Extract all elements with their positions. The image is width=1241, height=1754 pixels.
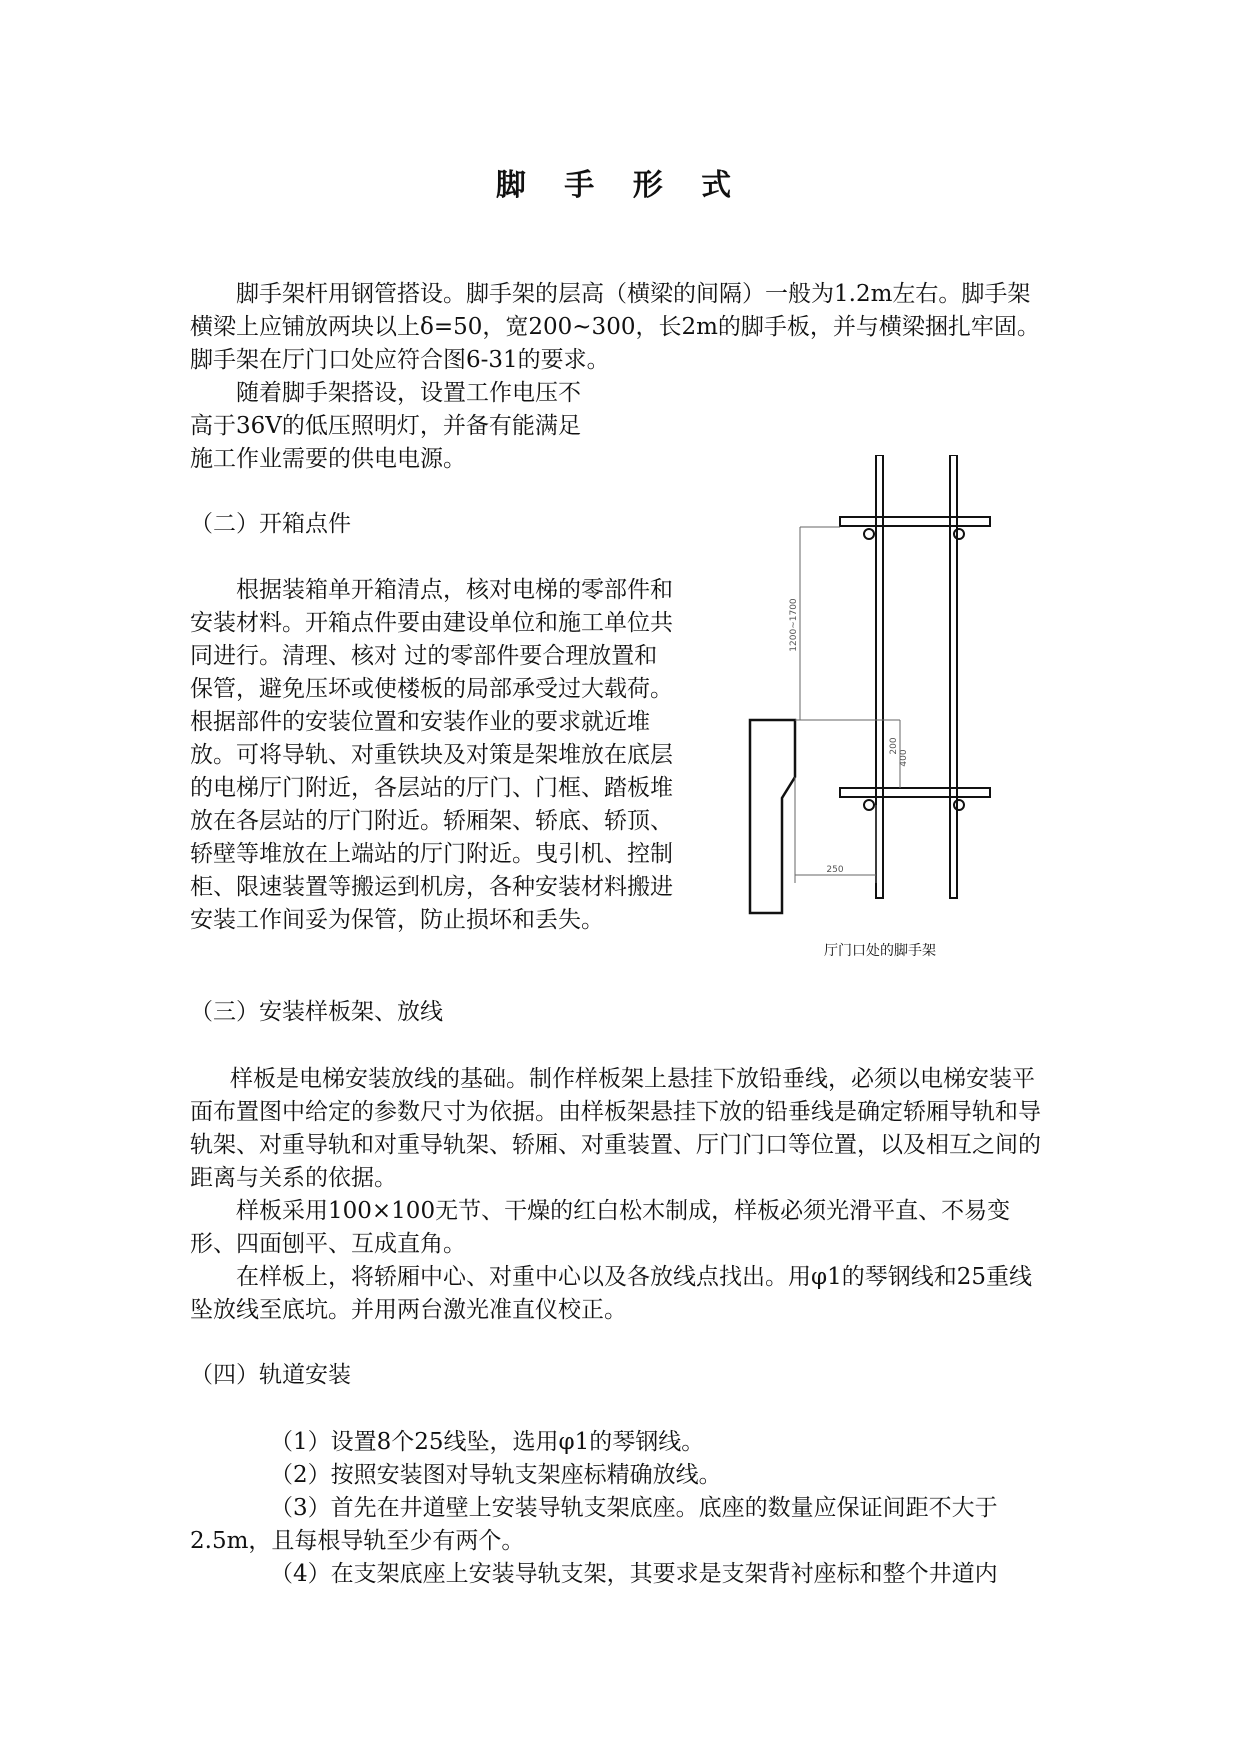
list-item-2: （2）按照安装图对导轨支架座标精确放线。 bbox=[270, 1462, 722, 1488]
paragraph-lighting-line3: 施工作业需要的供电电源。 bbox=[190, 446, 466, 472]
paragraph-unpacking: 根据装箱单开箱清点，核对电梯的零部件和安装材料。开箱点件要由建设单位和施工单位共同进行。清理、核对 过的零部件要合理放置和保管，避免压坏或使楼板的局部承受过大载荷。根据部件的安装位置和安装作业的要求就近堆放。可将导轨、对重铁块及对策是架堆放在底层的电梯厅门附近，各层站的厅门、门框、踏板堆放在各层站的厅门附近。轿厢架、轿底、轿顶、轿壁等堆放在上端站的厅门附近。曳引机、控制柜、限速装置等搬运到机房，各种安装材料搬进安装工作间妥为保管，防止损坏和丢失。 bbox=[190, 577, 673, 933]
scaffold-beam-lower bbox=[840, 788, 990, 797]
list-item-3: （3）首先在井道壁上安装导轨支架底座。底座的数量应保证间距不大于2.5m，且每根导轨至少有两个。 bbox=[190, 1495, 998, 1554]
section-heading-unpacking: （二）开箱点件 bbox=[190, 511, 351, 537]
clamp-upper-left bbox=[864, 529, 874, 539]
section-heading-template: （三）安装样板架、放线 bbox=[190, 999, 443, 1025]
list-item-1: （1）设置8个25线坠，选用φ1的琴钢线。 bbox=[270, 1429, 705, 1455]
dimension-label-horizontal: 250 bbox=[826, 865, 844, 875]
dimension-label-short-a: 200 bbox=[889, 737, 899, 755]
section-heading-rail: （四）轨道安装 bbox=[190, 1362, 351, 1388]
list-item-4: （4）在支架底座上安装导轨支架，其要求是支架背衬座标和整个井道内 bbox=[270, 1561, 998, 1587]
scaffold-figure bbox=[740, 455, 1020, 1000]
clamp-lower-right bbox=[954, 800, 964, 810]
figure-caption: 厅门口处的脚手架 bbox=[824, 943, 936, 959]
scaffold-post-left bbox=[876, 455, 883, 898]
scaffold-post-right bbox=[950, 455, 957, 898]
paragraph-lighting-line1: 随着脚手架搭设，设置工作电压不 bbox=[236, 380, 581, 406]
paragraph-template-lines: 在样板上，将轿厢中心、对重中心以及各放线点找出。用φ1的琴钢线和25重线坠放线至底坑。并用两台激光准直仪校正。 bbox=[190, 1264, 1033, 1323]
clamp-upper-right bbox=[954, 529, 964, 539]
paragraph-scaffold-intro: 脚手架杆用钢管搭设。脚手架的层高（横梁的间隔）一般为1.2m左右。脚手架横梁上应铺放两块以上δ=50，宽200~300，长2m的脚手板，并与横梁捆扎牢固。脚手架在厅门口处应符合图6-31的要求。 bbox=[190, 281, 1040, 373]
scaffold-beam-upper bbox=[840, 517, 990, 526]
paragraph-template-material: 样板采用100×100无节、干燥的红白松木制成，样板必须光滑平直、不易变形、四面刨平、互成直角。 bbox=[190, 1198, 1011, 1257]
dimension-label-short-b: 400 bbox=[899, 749, 909, 767]
page-title: 脚 手 形 式 bbox=[495, 168, 746, 203]
dimension-label-long: 1200~1700 bbox=[789, 598, 799, 652]
door-sill-profile bbox=[750, 720, 795, 913]
scaffold-drawing bbox=[740, 455, 1020, 935]
paragraph-lighting-line2: 高于36V的低压照明灯，并备有能满足 bbox=[190, 413, 581, 439]
paragraph-template-basis: 样板是电梯安装放线的基础。制作样板架上悬挂下放铅垂线，必须以电梯安装平面布置图中给定的参数尺寸为依据。由样板架悬挂下放的铅垂线是确定轿厢导轨和导轨架、对重导轨和对重导轨架、轿厢、对重装置、厅门门口等位置，以及相互之间的距离与关系的依据。 bbox=[190, 1066, 1041, 1191]
clamp-lower-left bbox=[864, 800, 874, 810]
